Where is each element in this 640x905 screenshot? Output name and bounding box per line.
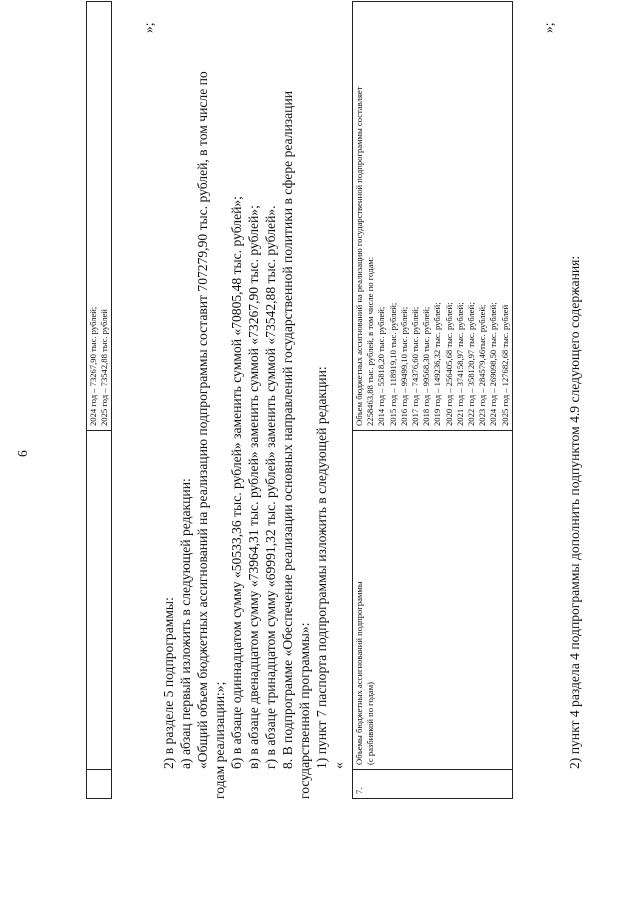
table-line: 2258463,88 тыс. рублей, в том числе по годам: — [365, 256, 376, 426]
table-line: 2014 год – 55818,20 тыс. рублей; — [376, 306, 387, 426]
paragraph-quote-total-cont: годам реализации:»; — [212, 681, 227, 799]
passport-table-closing: »; — [541, 22, 556, 33]
paragraph-quote-total: «Общий объем бюджетных ассигнований на реализацию подпрограммы составит 707279,90 тыс. рублей, в том числе по — [195, 71, 210, 769]
table-line: 2018 год – 99568,30 тыс. рублей; — [421, 306, 432, 426]
table-line: 2017 год – 74376,60 тыс. рублей; — [410, 306, 421, 426]
table-line: 2021 год – 374158,97 тыс. рублей; — [454, 302, 465, 426]
top-table-closing: »; — [141, 22, 156, 33]
table-line: 2024 год – 269098,50 тыс. рублей; — [488, 302, 499, 426]
table-line: 2024 год – 73267,90 тыс. рублей; — [88, 306, 98, 426]
table-cell-value — [353, 2, 513, 431]
passport-table — [352, 1, 513, 799]
page-number: 6 — [15, 450, 30, 457]
paragraph-section5: 2) в разделе 5 подпрограммы: — [161, 597, 176, 769]
table-row — [87, 2, 112, 799]
table-cell-num: 7. — [353, 770, 513, 799]
table-line: (с разбивкой по годам) — [365, 681, 376, 765]
paragraph-a: а) абзац первый изложить в следующей редакции: — [178, 478, 193, 769]
table-line: 2025 год – 73542,88 тыс. рублей — [99, 309, 110, 426]
table-line: 2022 год – 358120,97 тыс. рублей; — [466, 302, 477, 426]
table-line: 2023 год – 284579,46тыс. рублей; — [477, 304, 488, 426]
top-table-fragment — [86, 1, 112, 799]
table-line: 2019 год – 149236,32 тыс. рублей; — [432, 302, 443, 426]
opening-quote: « — [331, 762, 346, 769]
table-line: 2025 год – 127682,68 тыс. рублей — [499, 304, 510, 426]
table-line: Объемы бюджетных ассигнований подпрограммы — [354, 581, 364, 765]
table-line: Объем бюджетных ассигнований на реализацию государственной подпрограммы составляет — [354, 86, 364, 426]
table-row — [353, 2, 513, 799]
table-cell-num — [87, 770, 112, 799]
table-cell-label — [353, 431, 513, 770]
final-paragraph: 2) пункт 4 раздела 4 подпрограммы дополнить подпунктом 4.9 следующего содержания: — [567, 255, 582, 769]
table-line: 2015 год – 118919,10 тыс. рублей; — [387, 302, 398, 426]
table-cell-value — [87, 2, 112, 431]
paragraph-8-cont: государственной программы»: — [297, 622, 312, 799]
table-line: 2016 год – 99499,10 тыс. рублей; — [398, 306, 409, 426]
table-cell-label — [87, 431, 112, 770]
paragraph-8: 8. В подпрограмме «Обеспечение реализации основных направлений государственной политики в сфере реализации — [280, 90, 295, 769]
paragraph-g: г) в абзаце тринадцатом сумму «69991,32 тыс. рублей» заменить суммой «73542,88 тыс. рублей». — [263, 205, 278, 769]
paragraph-passport: 1) пункт 7 паспорта подпрограммы изложить в следующей редакции: — [314, 366, 329, 769]
paragraph-b: б) в абзаце одиннадцатом сумму «50533,36 тыс. рублей» заменить суммой «70805,48 тыс. рублей»; — [229, 196, 244, 769]
paragraph-v: в) в абзаце двенадцатом сумму «73964,31 тыс. рублей» заменить суммой «73267,90 тыс. рублей»; — [246, 205, 261, 769]
table-line: 2020 год – 256405,68 тыс. рублей; — [443, 302, 454, 426]
